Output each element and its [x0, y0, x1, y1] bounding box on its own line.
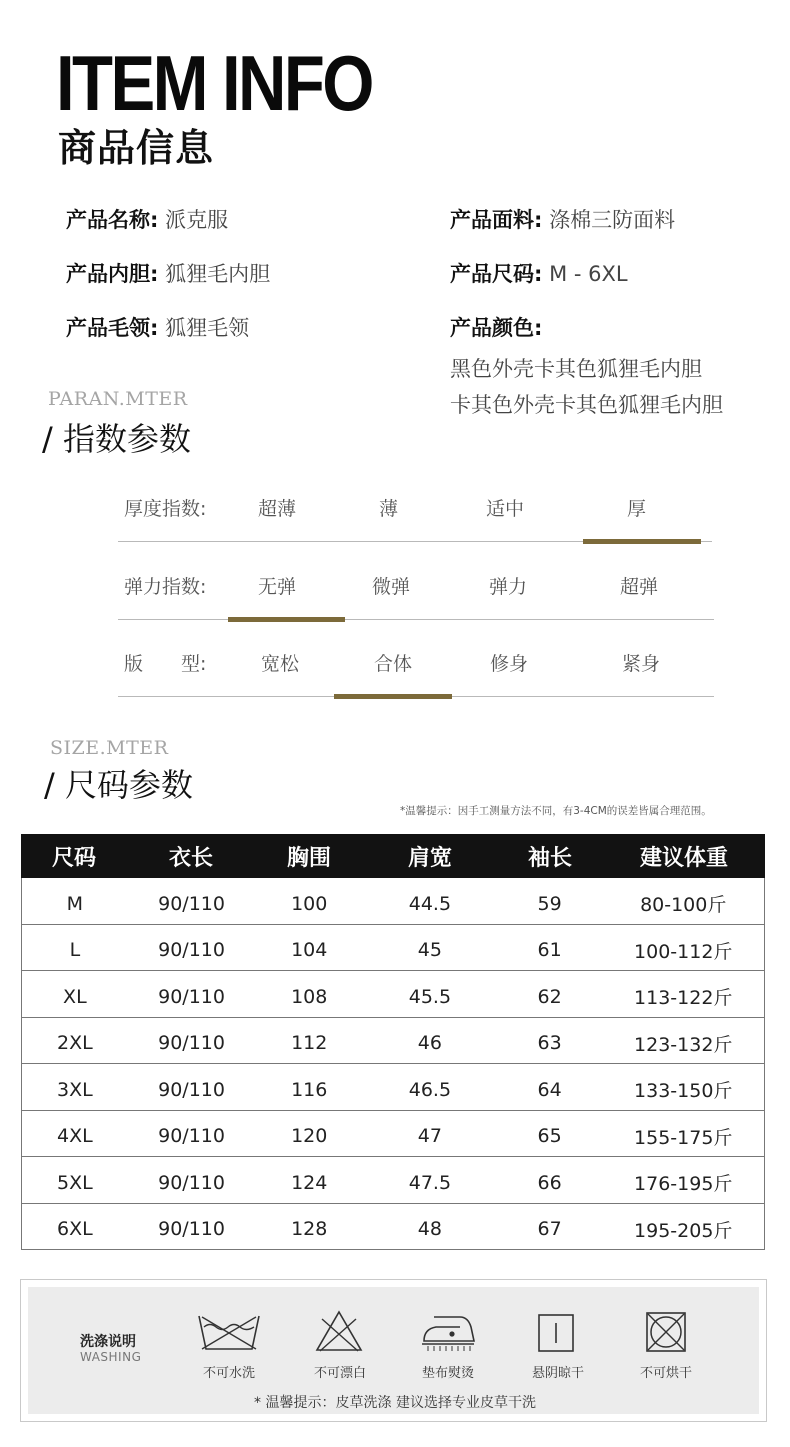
- section-title-parameter: / 指数参数: [42, 420, 191, 458]
- info-color: [450, 316, 542, 341]
- size-table: [21, 834, 765, 1250]
- fit-indicator: [334, 694, 452, 699]
- table-cell: 100: [291, 892, 328, 915]
- column-header: 建议体重: [639, 845, 728, 871]
- elasticity-option: 弹力: [489, 576, 528, 598]
- info-collar: [66, 316, 249, 341]
- column-header: 袖长: [527, 845, 572, 871]
- table-cell: 90/110: [158, 892, 225, 915]
- table-cell: 120: [291, 1125, 328, 1148]
- iron-with-cloth-label: 垫布熨烫: [421, 1366, 474, 1381]
- table-cell: 176-195斤: [634, 1173, 733, 1196]
- table-cell: 61: [537, 939, 562, 962]
- table-row: [21, 1157, 765, 1204]
- info-name: [66, 208, 228, 233]
- table-cell: 123-132斤: [634, 1033, 733, 1056]
- measurement-note: *温馨提示：因手工测量方法不同，有3-4CM的误差皆属合理范围。: [400, 805, 712, 817]
- info-size: [450, 262, 628, 287]
- thickness-option: 薄: [379, 498, 399, 520]
- table-row: [21, 1018, 765, 1065]
- info-color-label: 产品颜色:: [450, 316, 543, 340]
- table-cell: 112: [291, 1032, 328, 1055]
- page-title-cn: 商品信息: [58, 126, 215, 170]
- table-cell: 6XL: [57, 1218, 93, 1241]
- table-cell: 64: [537, 1078, 562, 1101]
- no-wash-label: 不可水洗: [202, 1366, 255, 1381]
- table-cell: XL: [63, 985, 87, 1008]
- hang-dry-icon: [537, 1313, 575, 1353]
- thickness-option-selected: 厚: [627, 498, 647, 520]
- table-cell: L: [69, 939, 81, 962]
- table-cell: 133-150斤: [634, 1080, 733, 1103]
- thickness-indicator: [583, 539, 701, 544]
- fit-option: 修身: [490, 653, 529, 675]
- table-cell: 46: [417, 1032, 442, 1055]
- no-bleach-icon: [314, 1309, 364, 1353]
- elasticity-indicator: [228, 617, 345, 622]
- elasticity-option: 微弹: [372, 576, 411, 598]
- table-cell: 104: [291, 939, 328, 962]
- column-header: 衣长: [168, 845, 213, 871]
- table-cell: 46.5: [408, 1078, 452, 1101]
- table-cell: 3XL: [57, 1078, 93, 1101]
- info-collar-value: 狐狸毛领: [165, 316, 250, 340]
- info-name-label: 产品名称:: [66, 208, 159, 232]
- table-cell: 195-205斤: [634, 1219, 733, 1242]
- info-collar-label: 产品毛领:: [66, 316, 159, 340]
- info-lining-value: 狐狸毛内胆: [165, 262, 271, 286]
- table-cell: 90/110: [158, 1218, 225, 1241]
- table-cell: 45.5: [408, 985, 452, 1008]
- table-cell: 67: [537, 1218, 562, 1241]
- table-cell: 47: [417, 1125, 442, 1148]
- table-cell: 62: [537, 985, 562, 1008]
- table-row: [21, 971, 765, 1018]
- table-row: [21, 1111, 765, 1158]
- no-wash-icon: [196, 1313, 262, 1353]
- table-row: [21, 878, 765, 925]
- table-row: [21, 1064, 765, 1111]
- table-cell: M: [66, 892, 84, 915]
- elasticity-option-selected: 无弹: [258, 576, 297, 598]
- table-cell: 116: [291, 1078, 328, 1101]
- thickness-option: 适中: [486, 498, 525, 520]
- info-name-value: 派克服: [165, 208, 229, 232]
- table-cell: 90/110: [158, 939, 225, 962]
- info-fabric: [450, 208, 675, 233]
- elasticity-label: 弹力指数:: [124, 576, 207, 598]
- table-cell: 4XL: [57, 1125, 93, 1148]
- column-header: 肩宽: [407, 845, 452, 871]
- table-cell: 59: [537, 892, 562, 915]
- no-bleach-label: 不可漂白: [313, 1366, 366, 1381]
- page-title-en: ITEM INFO: [56, 39, 372, 127]
- table-cell: 44.5: [408, 892, 452, 915]
- table-cell: 47.5: [408, 1171, 452, 1194]
- washing-title: 洗涤说明: [80, 1334, 136, 1350]
- table-cell: 45: [417, 939, 442, 962]
- thickness-option: 超薄: [258, 498, 297, 520]
- table-cell: 90/110: [158, 985, 225, 1008]
- hang-dry-label: 悬阴晾干: [531, 1366, 584, 1381]
- table-cell: 80-100斤: [640, 894, 727, 917]
- table-cell: 48: [417, 1218, 442, 1241]
- size-table-header: [21, 834, 765, 878]
- info-size-label: 产品尺码:: [450, 262, 543, 286]
- column-header: 胸围: [286, 845, 331, 871]
- no-tumble-dry-icon: [645, 1311, 687, 1353]
- color-option: 黑色外壳卡其色狐狸毛内胆: [450, 357, 702, 381]
- table-cell: 90/110: [158, 1171, 225, 1194]
- info-lining: [66, 262, 270, 287]
- washing-tip: * 温馨提示：皮草洗涤 建议选择专业皮草干洗: [254, 1395, 536, 1411]
- table-cell: 5XL: [57, 1171, 93, 1194]
- divider: [118, 619, 714, 620]
- table-cell: 65: [537, 1125, 562, 1148]
- table-cell: 66: [537, 1171, 562, 1194]
- info-lining-label: 产品内胆:: [66, 262, 159, 286]
- fit-option: 宽松: [261, 653, 300, 675]
- table-row: [21, 1204, 765, 1251]
- washing-subtitle: WASHING: [80, 1350, 142, 1364]
- table-cell: 124: [291, 1171, 328, 1194]
- table-cell: 113-122斤: [634, 987, 733, 1010]
- fit-option: 紧身: [622, 653, 661, 675]
- column-header: 尺码: [51, 845, 96, 871]
- table-row: [21, 925, 765, 972]
- table-cell: 90/110: [158, 1125, 225, 1148]
- section-title-size: / 尺码参数: [44, 766, 193, 804]
- table-cell: 2XL: [57, 1032, 93, 1055]
- table-cell: 90/110: [158, 1078, 225, 1101]
- fit-option-selected: 合体: [374, 653, 413, 675]
- section-subtitle-size: SIZE.MTER: [50, 737, 169, 759]
- table-cell: 100-112斤: [634, 940, 733, 963]
- table-cell: 128: [291, 1218, 328, 1241]
- info-size-value: M - 6XL: [549, 262, 628, 286]
- info-fabric-label: 产品面料:: [450, 208, 543, 232]
- color-option: 卡其色外壳卡其色狐狸毛内胆: [450, 393, 723, 417]
- section-subtitle-parameter: PARAN.MTER: [48, 388, 188, 410]
- table-cell: 90/110: [158, 1032, 225, 1055]
- table-cell: 108: [291, 985, 328, 1008]
- fit-label: 版 型:: [124, 653, 207, 675]
- info-fabric-value: 涤棉三防面料: [549, 208, 676, 232]
- elasticity-option: 超弹: [620, 576, 659, 598]
- table-cell: 63: [537, 1032, 562, 1055]
- thickness-label: 厚度指数:: [124, 498, 207, 520]
- table-cell: 155-175斤: [634, 1126, 733, 1149]
- no-tumble-dry-label: 不可烘干: [639, 1366, 692, 1381]
- iron-with-cloth-icon: [420, 1313, 476, 1353]
